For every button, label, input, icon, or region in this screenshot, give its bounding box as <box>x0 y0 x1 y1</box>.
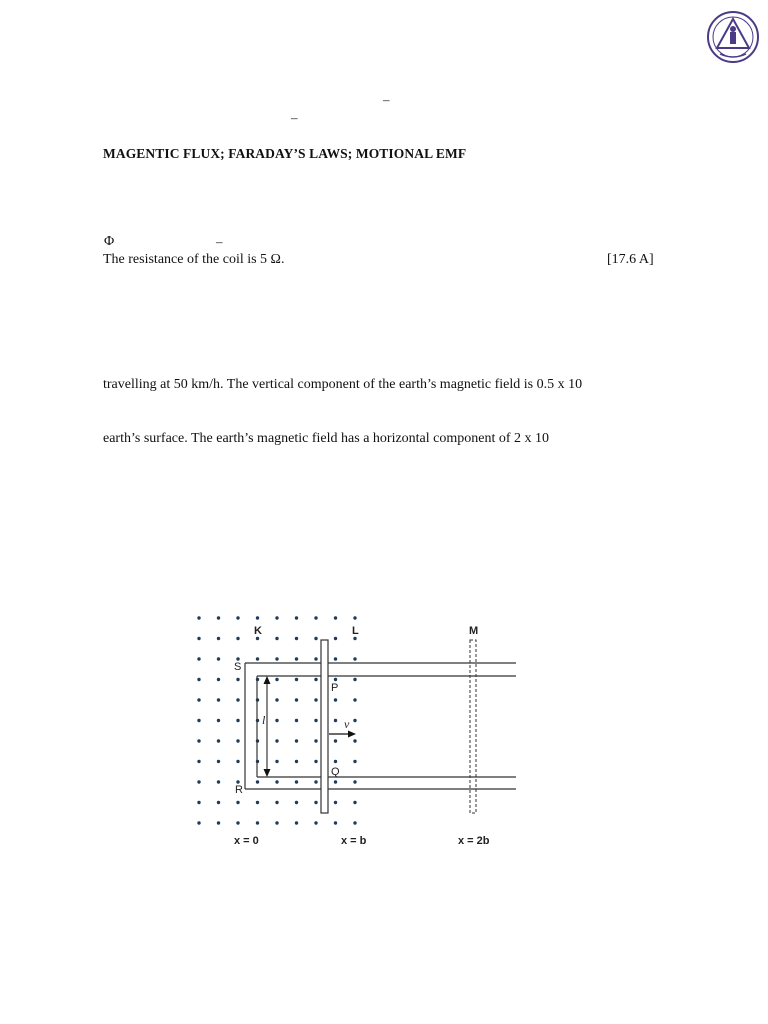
field-dot <box>275 616 278 619</box>
field-dot <box>236 678 239 681</box>
field-dot <box>236 760 239 763</box>
label-s: S <box>234 661 242 673</box>
field-dot <box>217 678 220 681</box>
field-dot <box>314 616 317 619</box>
field-dot <box>197 780 200 783</box>
field-dot <box>217 616 220 619</box>
field-dot <box>197 821 200 824</box>
field-dot <box>217 657 220 660</box>
field-dot <box>353 616 356 619</box>
field-dot <box>314 698 317 701</box>
field-dot <box>275 657 278 660</box>
field-dot <box>197 616 200 619</box>
field-dot <box>197 657 200 660</box>
field-dot <box>334 821 337 824</box>
field-dot <box>197 719 200 722</box>
label-velocity: v <box>344 717 350 731</box>
label-m: M <box>469 625 479 637</box>
field-dot <box>197 760 200 763</box>
field-dot <box>256 616 259 619</box>
field-dot <box>275 780 278 783</box>
field-dot <box>295 719 298 722</box>
length-arrow-head-top <box>264 676 271 684</box>
field-dot <box>197 678 200 681</box>
section-heading: MAGENTIC FLUX; FARADAY’S LAWS; MOTIONAL EMF <box>103 146 467 161</box>
field-dot <box>256 780 259 783</box>
field-dot <box>314 821 317 824</box>
earth-surface-text: earth’s surface. The earth’s magnetic field has a horizontal component of 2 x 10 <box>103 431 550 446</box>
field-dot <box>353 780 356 783</box>
field-dot <box>256 801 259 804</box>
label-length: l <box>262 713 266 727</box>
field-dot <box>314 719 317 722</box>
field-dot <box>295 637 298 640</box>
field-dot <box>275 637 278 640</box>
field-dot <box>314 637 317 640</box>
circuit-figure <box>180 600 525 855</box>
field-dot <box>334 760 337 763</box>
field-dot <box>236 719 239 722</box>
field-dot <box>353 801 356 804</box>
field-dot <box>275 760 278 763</box>
field-dot <box>314 739 317 742</box>
field-dot <box>275 801 278 804</box>
field-dot <box>197 801 200 804</box>
field-dot <box>256 637 259 640</box>
phi-symbol: Φ <box>104 234 115 249</box>
field-dot <box>334 719 337 722</box>
field-dot <box>353 719 356 722</box>
dash-fragment-3: – <box>216 234 223 249</box>
field-dot <box>236 637 239 640</box>
field-dot <box>217 780 220 783</box>
field-dot <box>295 698 298 701</box>
label-q: Q <box>331 766 340 778</box>
field-dot <box>314 678 317 681</box>
field-dot <box>236 821 239 824</box>
field-dot <box>353 760 356 763</box>
dashed-rod-position-m <box>470 640 476 813</box>
field-dot <box>275 719 278 722</box>
field-dot <box>353 698 356 701</box>
field-dot <box>334 698 337 701</box>
field-dot <box>353 739 356 742</box>
field-dot <box>275 698 278 701</box>
field-dot <box>295 739 298 742</box>
field-dot <box>295 760 298 763</box>
travelling-text: travelling at 50 km/h. The vertical component of the earth’s magnetic field is 0.5 x 10 <box>103 377 583 392</box>
field-dot <box>353 637 356 640</box>
field-dot <box>197 698 200 701</box>
field-dot <box>217 821 220 824</box>
field-dot <box>334 657 337 660</box>
resistance-text: The resistance of the coil is 5 Ω. <box>103 252 285 267</box>
axis-x0: x = 0 <box>234 835 259 847</box>
field-dot <box>334 801 337 804</box>
field-dot <box>334 637 337 640</box>
field-dot <box>236 616 239 619</box>
field-dot <box>217 637 220 640</box>
field-dot <box>236 801 239 804</box>
label-r: R <box>235 784 243 796</box>
field-dot <box>353 678 356 681</box>
logo <box>706 10 760 64</box>
field-dot <box>314 657 317 660</box>
field-dot <box>217 719 220 722</box>
length-arrow-head-bottom <box>264 769 271 777</box>
axis-x2b: x = 2b <box>458 835 490 847</box>
field-dot <box>197 739 200 742</box>
field-dot <box>295 616 298 619</box>
dash-fragment-1: – <box>383 92 390 107</box>
field-dot <box>314 801 317 804</box>
field-dot <box>353 821 356 824</box>
field-dot <box>275 821 278 824</box>
field-dot <box>236 698 239 701</box>
field-dot <box>295 678 298 681</box>
sliding-rod <box>321 640 328 813</box>
field-dot <box>217 760 220 763</box>
field-dot <box>217 698 220 701</box>
magnetic-field-dots <box>197 616 356 824</box>
answer-text: [17.6 A] <box>607 252 654 267</box>
field-dot <box>217 801 220 804</box>
field-dot <box>295 821 298 824</box>
velocity-arrow-head <box>348 731 356 738</box>
field-dot <box>334 678 337 681</box>
field-dot <box>256 821 259 824</box>
field-dot <box>314 760 317 763</box>
field-dot <box>295 657 298 660</box>
field-dot <box>334 739 337 742</box>
field-dot <box>236 739 239 742</box>
field-dot <box>334 780 337 783</box>
axis-xb: x = b <box>341 835 367 847</box>
field-dot <box>256 657 259 660</box>
seal-icon <box>706 10 760 64</box>
label-p: P <box>331 682 339 694</box>
field-dot <box>353 657 356 660</box>
field-dot <box>217 739 220 742</box>
label-l: L <box>352 625 359 637</box>
field-dot <box>197 637 200 640</box>
label-k: K <box>254 625 262 637</box>
dash-fragment-2: – <box>291 110 298 125</box>
field-dot <box>275 678 278 681</box>
field-dot <box>334 616 337 619</box>
field-dot <box>295 780 298 783</box>
field-dot <box>275 739 278 742</box>
field-dot <box>314 780 317 783</box>
field-dot <box>295 801 298 804</box>
circuit-diagram <box>180 600 525 850</box>
